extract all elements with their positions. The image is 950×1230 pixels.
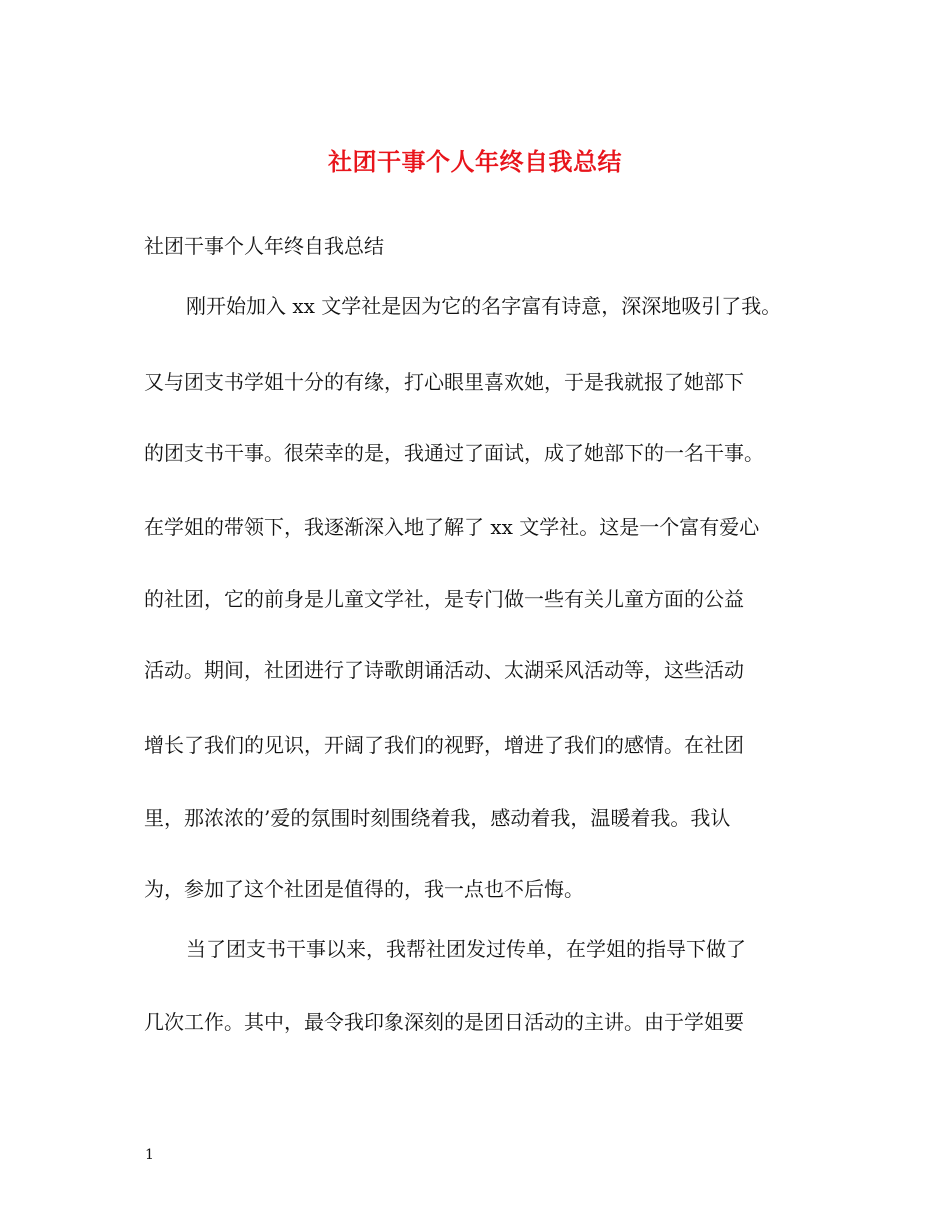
page-number: 1 <box>145 1147 154 1163</box>
paragraph-line-10: 当了团支书干事以来，我帮社团发过传单，在学姐的指导下做了 <box>186 937 746 961</box>
paragraph-line-8: 里，那浓浓的’爱的氛围时刻围绕着我，感动着我，温暖着我。我认 <box>144 806 731 830</box>
paragraph-line-4: 在学姐的带领下，我逐渐深入地了解了 xx 文学社。这是一个富有爱心 <box>144 515 760 539</box>
paragraph-line-3: 的团支书干事。很荣幸的是，我通过了面试，成了她部下的一名干事。 <box>144 441 764 465</box>
paragraph-line-7: 增长了我们的见识，开阔了我们的视野，增进了我们的感情。在社团 <box>144 733 744 757</box>
document-subtitle: 社团干事个人年终自我总结 <box>144 234 384 258</box>
paragraph-line-11: 几次工作。其中，最令我印象深刻的是团日活动的主讲。由于学姐要 <box>144 1010 744 1034</box>
document-title: 社团干事个人年终自我总结 <box>328 147 622 176</box>
paragraph-line-6: 活动。期间，社团进行了诗歌朗诵活动、太湖采风活动等，这些活动 <box>144 658 744 682</box>
paragraph-line-5: 的社团，它的前身是儿童文学社，是专门做一些有关儿童方面的公益 <box>144 587 744 611</box>
paragraph-line-9: 为，参加了这个社团是值得的，我一点也不后悔。 <box>144 877 584 901</box>
paragraph-line-1: 刚开始加入 xx 文学社是因为它的名字富有诗意，深深地吸引了我。 <box>186 294 782 318</box>
paragraph-line-2: 又与团支书学姐十分的有缘，打心眼里喜欢她，于是我就报了她部下 <box>144 370 744 394</box>
